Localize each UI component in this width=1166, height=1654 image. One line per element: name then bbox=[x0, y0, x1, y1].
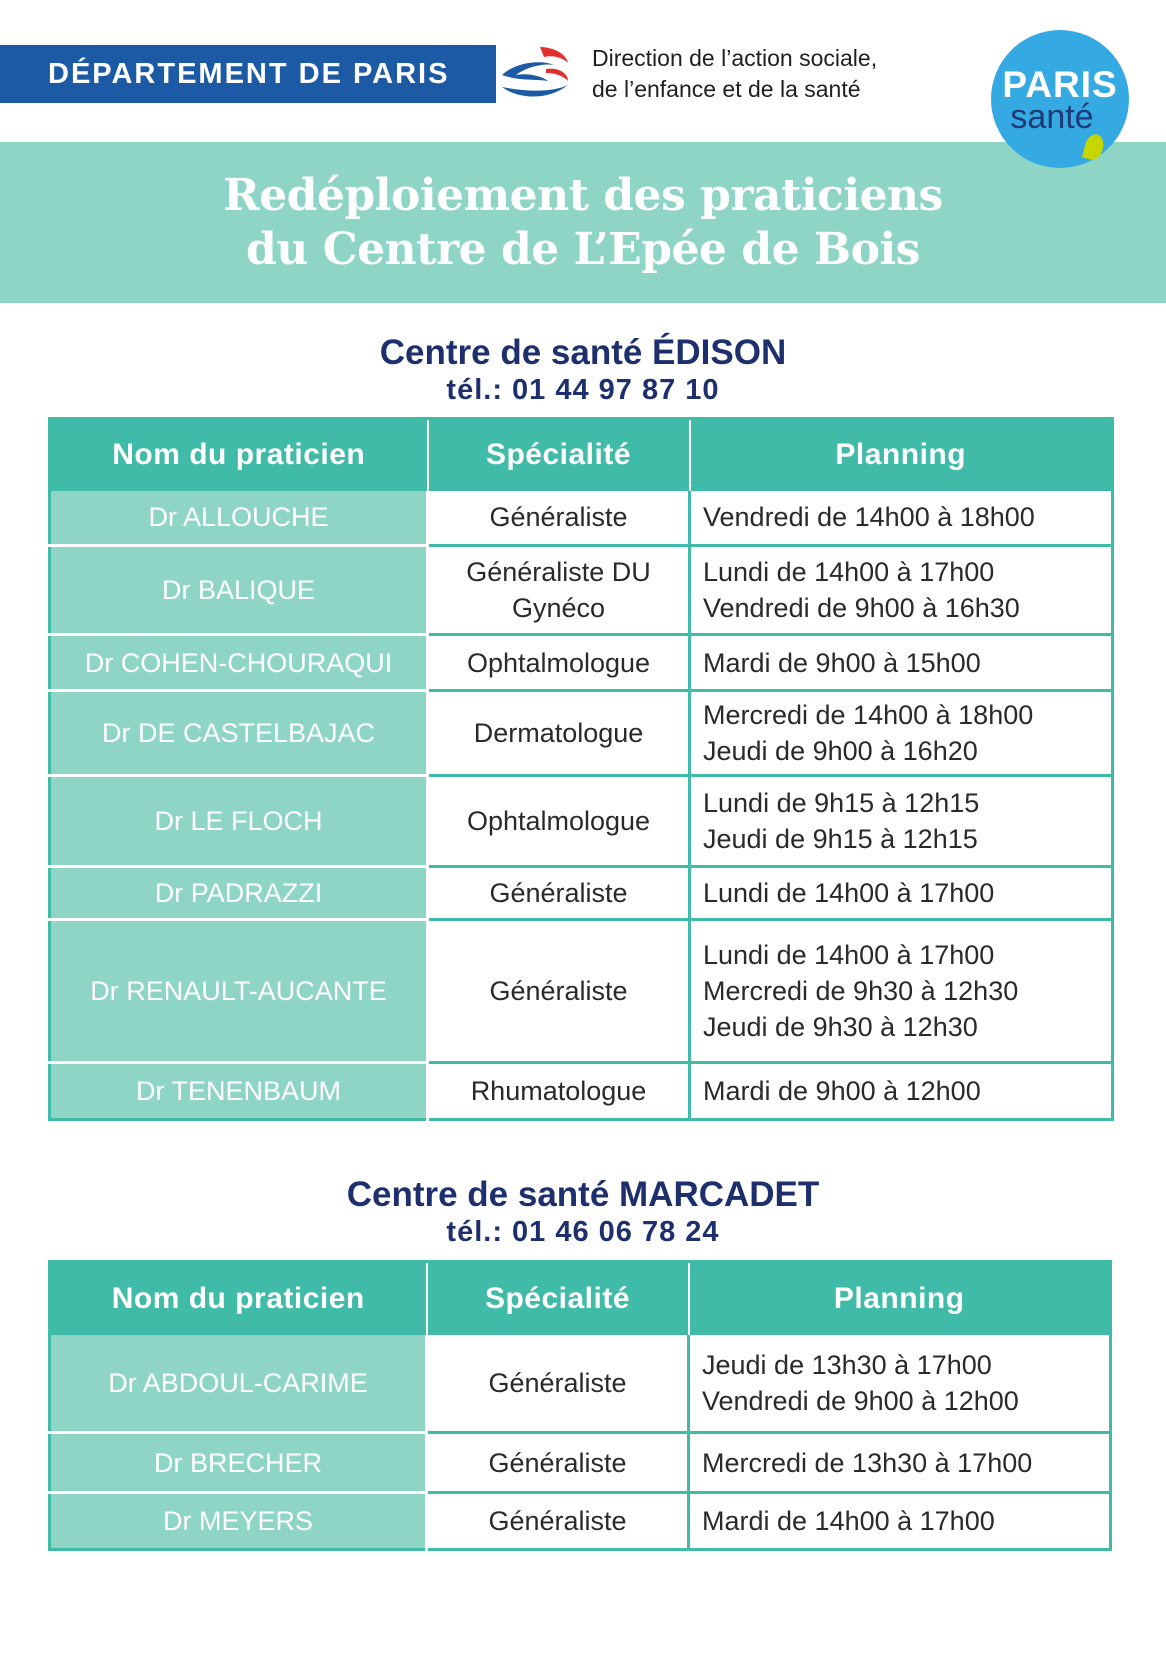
planning bbox=[689, 1433, 1111, 1493]
planning-line: Jeudi de 13h30 à 17h00 bbox=[702, 1349, 992, 1380]
schedule-table-edison bbox=[48, 417, 1114, 1121]
doctor-name: Dr TENENBAUM bbox=[50, 1063, 428, 1120]
planning-line: Lundi de 14h00 à 17h00 bbox=[703, 878, 995, 908]
planning bbox=[689, 1493, 1111, 1550]
planning bbox=[690, 635, 1113, 691]
doctor-name: Dr PADRAZZI bbox=[50, 867, 428, 920]
specialty bbox=[427, 1335, 689, 1433]
doctor-name: Dr MEYERS bbox=[50, 1493, 427, 1550]
center-name: Centre de santé ÉDISON bbox=[379, 333, 787, 372]
specialty bbox=[427, 1493, 689, 1550]
doctor-name: Dr BALIQUE bbox=[50, 546, 428, 635]
specialty-line: Ophtalmologue bbox=[466, 806, 651, 836]
planning-line: Lundi de 9h15 à 12h15 bbox=[703, 788, 980, 818]
planning bbox=[690, 776, 1113, 867]
title-line-1: Redéploiement des praticiens bbox=[223, 170, 943, 221]
specialty bbox=[428, 920, 690, 1063]
specialty-line: Généraliste bbox=[488, 1367, 627, 1398]
planning-line: Jeudi de 9h00 à 16h20 bbox=[703, 736, 978, 766]
table-row bbox=[50, 920, 1113, 1063]
planning-line: Mardi de 9h00 à 12h00 bbox=[703, 1076, 981, 1106]
table-row bbox=[50, 1433, 1111, 1493]
planning-line: Jeudi de 9h30 à 12h30 bbox=[703, 1012, 978, 1042]
planning-line: Mardi de 9h00 à 15h00 bbox=[703, 647, 981, 678]
specialty-line: Généraliste bbox=[488, 1506, 627, 1536]
specialty-line: Ophtalmologue bbox=[466, 647, 651, 678]
specialty bbox=[428, 635, 690, 691]
column-header-specialty: Spécialité bbox=[427, 1262, 689, 1335]
specialty-line: Généraliste bbox=[489, 976, 628, 1006]
specialty bbox=[428, 491, 690, 546]
planning bbox=[690, 1063, 1113, 1120]
planning-line: Vendredi de 9h00 à 16h30 bbox=[703, 593, 1020, 623]
planning bbox=[690, 546, 1113, 635]
table-row bbox=[50, 1063, 1113, 1120]
planning-line: Vendredi de 9h00 à 12h00 bbox=[702, 1385, 1019, 1416]
column-header-doctor: Nom du praticien bbox=[50, 1262, 427, 1335]
column-header-planning: Planning bbox=[690, 419, 1113, 491]
direction-line-1: Direction de l’action sociale, bbox=[592, 45, 878, 71]
planning-line: Mercredi de 14h00 à 18h00 bbox=[703, 700, 1034, 730]
department-name: DÉPARTEMENT DE PARIS bbox=[48, 57, 450, 90]
doctor-name: Dr DE CASTELBAJAC bbox=[50, 691, 428, 776]
center-heading-edison bbox=[0, 333, 1166, 407]
planning-line: Mercredi de 13h30 à 17h00 bbox=[702, 1447, 1033, 1478]
planning bbox=[689, 1335, 1111, 1433]
planning-line: Mardi de 14h00 à 17h00 bbox=[702, 1506, 995, 1536]
table-row bbox=[50, 635, 1113, 691]
doctor-name: Dr ABDOUL-CARIME bbox=[50, 1335, 427, 1433]
specialty-line: Généraliste bbox=[488, 1447, 627, 1478]
table-row bbox=[50, 491, 1113, 546]
table-row bbox=[50, 867, 1113, 920]
planning bbox=[690, 920, 1113, 1063]
specialty bbox=[428, 1063, 690, 1120]
table-row bbox=[50, 1493, 1111, 1550]
specialty-line: Rhumatologue bbox=[470, 1076, 647, 1106]
schedule-table-marcadet bbox=[48, 1260, 1112, 1551]
specialty bbox=[428, 691, 690, 776]
specialty-line: Généraliste bbox=[489, 502, 628, 533]
specialty-line: Généraliste bbox=[489, 878, 628, 908]
title-band bbox=[0, 142, 1166, 303]
doctor-name: Dr BRECHER bbox=[50, 1433, 427, 1493]
planning bbox=[690, 867, 1113, 920]
specialty bbox=[428, 546, 690, 635]
center-phone: tél.: 01 46 06 78 24 bbox=[446, 1216, 720, 1248]
specialty bbox=[427, 1433, 689, 1493]
column-header-planning: Planning bbox=[689, 1262, 1111, 1335]
paris-sante-logo bbox=[991, 30, 1129, 168]
planning-line: Lundi de 14h00 à 17h00 bbox=[703, 557, 995, 587]
direction-text bbox=[592, 43, 877, 105]
paris-ship-logo-icon bbox=[496, 45, 572, 103]
title-line-2: du Centre de L’Epée de Bois bbox=[246, 224, 920, 275]
table-row bbox=[50, 776, 1113, 867]
direction-line-2: de l’enfance et de la santé bbox=[592, 76, 861, 102]
specialty-line: Dermatologue bbox=[473, 718, 644, 748]
department-banner bbox=[0, 45, 522, 103]
planning-line: Vendredi de 14h00 à 18h00 bbox=[703, 502, 1035, 533]
specialty-line: Généraliste DU bbox=[466, 557, 651, 587]
doctor-name: Dr LE FLOCH bbox=[50, 776, 428, 867]
center-name: Centre de santé MARCADET bbox=[346, 1175, 820, 1214]
planning-line: Jeudi de 9h15 à 12h15 bbox=[703, 824, 978, 854]
specialty bbox=[428, 867, 690, 920]
doctor-name: Dr COHEN-CHOURAQUI bbox=[50, 635, 428, 691]
doctor-name: Dr RENAULT-AUCANTE bbox=[50, 920, 428, 1063]
planning-line: Mercredi de 9h30 à 12h30 bbox=[703, 976, 1019, 1006]
table-row bbox=[50, 691, 1113, 776]
specialty bbox=[428, 776, 690, 867]
table-row bbox=[50, 1335, 1111, 1433]
specialty-line: Gynéco bbox=[511, 593, 606, 623]
table-header-row bbox=[50, 1262, 1111, 1335]
planning-line: Lundi de 14h00 à 17h00 bbox=[703, 940, 995, 970]
column-header-specialty: Spécialité bbox=[428, 419, 690, 491]
paris-sante-logo-word-2: santé bbox=[1010, 98, 1094, 136]
center-heading-marcadet bbox=[0, 1175, 1166, 1249]
table-row bbox=[50, 546, 1113, 635]
column-header-doctor: Nom du praticien bbox=[50, 419, 428, 491]
table-header-row bbox=[50, 419, 1113, 491]
paris-sante-logo-word-1: PARIS bbox=[1002, 64, 1118, 105]
planning bbox=[690, 691, 1113, 776]
doctor-name: Dr ALLOUCHE bbox=[50, 491, 428, 546]
planning bbox=[690, 491, 1113, 546]
center-phone: tél.: 01 44 97 87 10 bbox=[446, 374, 720, 406]
